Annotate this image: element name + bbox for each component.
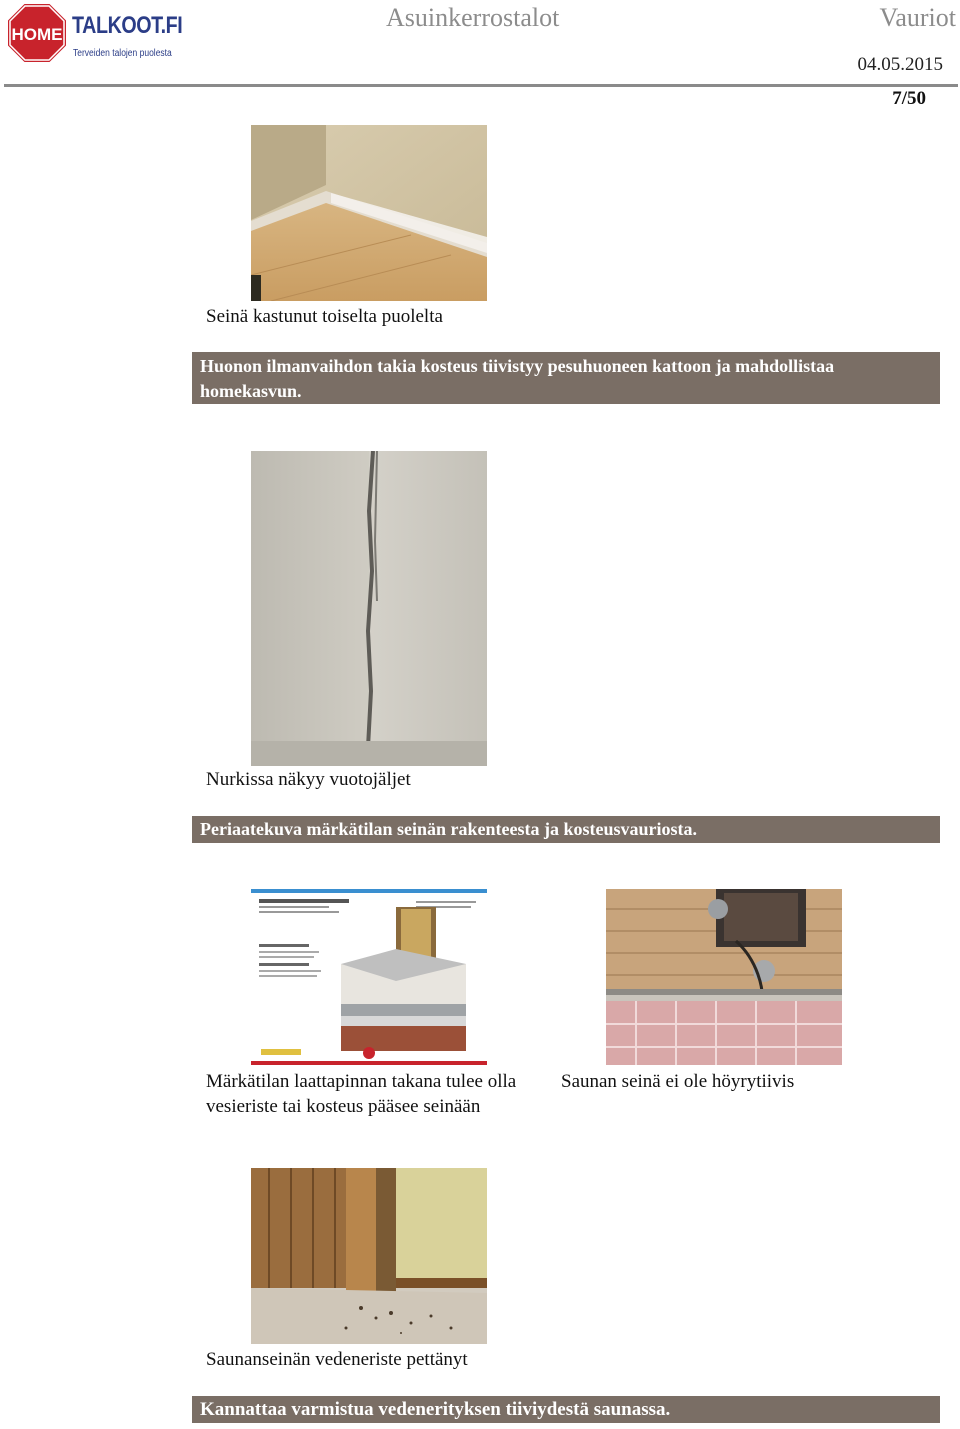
logo-tagline: Terveiden talojen puolesta	[73, 48, 172, 59]
caption-sauna-waterproof-fail: Saunanseinän vedeneriste pettänyt	[206, 1349, 468, 1370]
caption-corner-leak: Nurkissa näkyy vuotojäljet	[206, 769, 411, 790]
photo-wet-wall	[251, 125, 487, 301]
header-category: Asuinkerrostalot	[386, 3, 560, 32]
caption-sauna-vapour: Saunan seinä ei ole höyrytiivis	[561, 1071, 795, 1092]
header-topic: Vauriot	[879, 3, 956, 32]
hometalkoot-logo	[6, 2, 183, 66]
logo-wordmark: TALKOOT.FI	[72, 12, 183, 39]
photo-sauna-wall	[606, 889, 842, 1065]
photo-sauna-waterproof-fail	[251, 1168, 487, 1344]
page-number: 7/50	[892, 88, 926, 109]
header-divider	[4, 84, 958, 87]
caption-tile-waterproofing: Märkätilan laattapinnan takana tulee olla vesieriste tai kosteus pääsee seinään	[206, 1071, 517, 1117]
note-ventilation: Huonon ilmanvaihdon takia kosteus tiivistyy pesuhuoneen kattoon ja mahdollistaa homekasvun.	[192, 352, 940, 404]
note-principle-image: Periaatekuva märkätilan seinän rakenteesta ja kosteusvauriosta.	[192, 816, 940, 843]
logo-word-left: HOME	[11, 25, 63, 44]
caption-wet-wall: Seinä kastunut toiselta puolelta	[206, 306, 443, 327]
photo-corner-leak	[251, 451, 487, 766]
stop-sign-logo-icon	[6, 2, 68, 64]
note-sauna-tightness: Kannattaa varmistua vedenerityksen tiiviydestä saunassa.	[192, 1396, 940, 1423]
diagram-wet-room-structure	[251, 889, 487, 1065]
header-date: 04.05.2015	[857, 54, 943, 75]
